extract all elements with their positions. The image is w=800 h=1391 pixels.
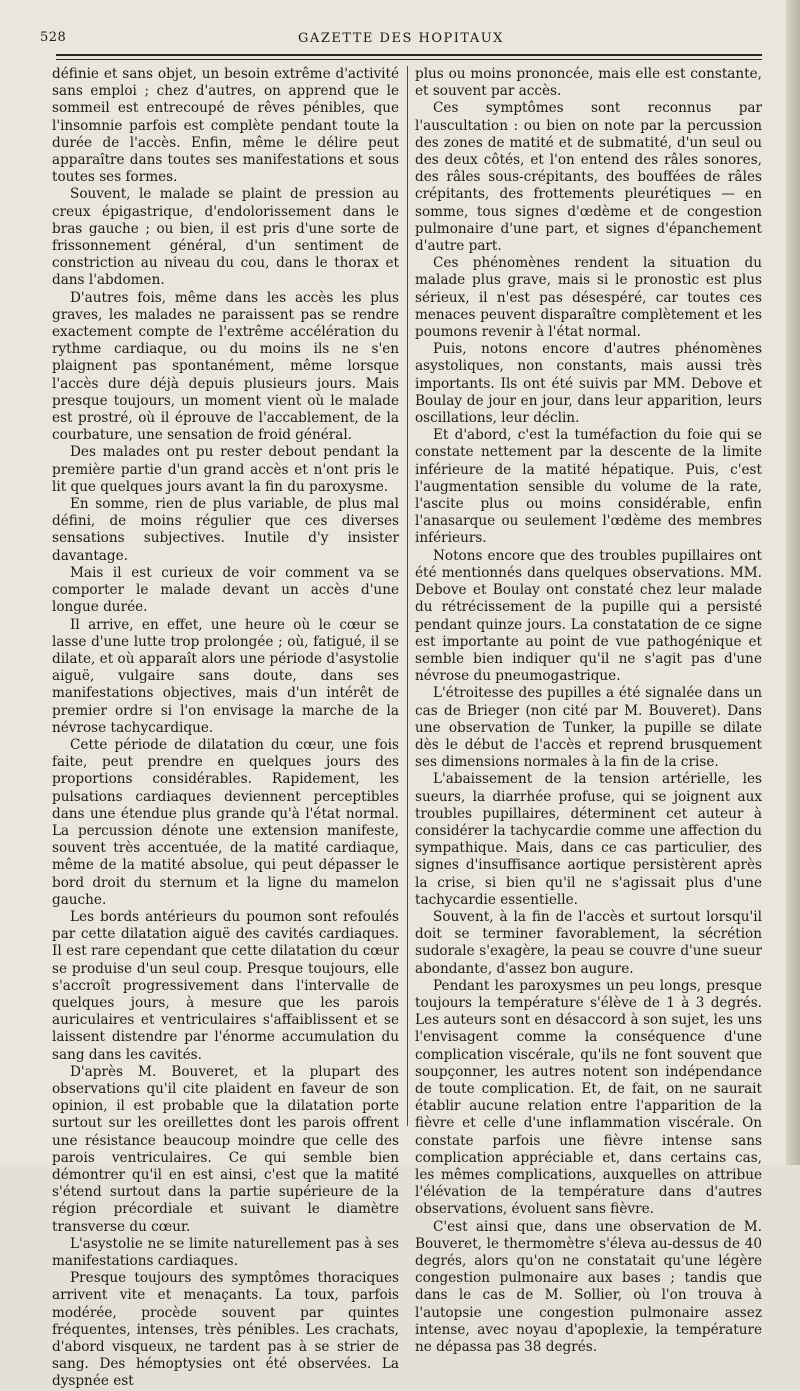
paragraph: Les bords antérieurs du poumon sont refoulés par cette dilatation aiguë des cavités cardiaques. Il est rare cependant que cette dilatation du cœur se produise d'un seul coup. Presque toujours, elle s'accroît progressivement dans l'intervalle de quelques jours, à mesure que les parois auriculaires et ventriculaires s'affaiblissent et se laissent distendre par l'énorme accumulation du sang dans les cavités. (52, 908, 399, 1063)
paragraph: En somme, rien de plus variable, de plus mal défini, de moins régulier que ces diverses sensations subjectives. Inutile d'y insister davantage. (52, 496, 399, 564)
paragraph: L'abaissement de la tension artérielle, les sueurs, la diarrhée profuse, qui se joignent aux troubles pupillaires, déterminent cet auteur à considérer la tachycardie comme une affection du sympathique. Mais, dans ce cas particulier, des signes d'insuffisance aortique persistèrent après la crise, si bien qu'il ne s'agissait plus d'une tachycardie essentielle. (415, 771, 762, 908)
column-divider (407, 66, 408, 1126)
paragraph: D'après M. Bouveret, et la plupart des observations qu'il cite plaident en faveur de son opinion, il est probable que la dilatation porte surtout sur les oreillettes dont les parois offrent une résistance beaucoup moindre que celle des parois ventriculaires. Ce qui semble bien démontrer qu'il en est ainsi, c'est que la matité s'étend surtout dans la partie supérieure de la région précordiale et suivant le diamètre transverse du cœur. (52, 1063, 399, 1235)
paragraph: L'étroitesse des pupilles a été signalée dans un cas de Brieger (non cité par M. Bouveret). Dans une observation de Tunker, la pupille se dilate dès le début de l'accès et reprend brusquement ses dimensions normales à la fin de la crise. (415, 685, 762, 771)
paragraph: Puis, notons encore d'autres phénomènes asystoliques, non constants, mais aussi très importants. Ils ont été suivis par MM. Debove et Boulay de jour en jour, dans leur apparition, leurs oscillations, leur déclin. (415, 341, 762, 427)
paragraph: Et d'abord, c'est la tuméfaction du foie qui se constate nettement par la descente de la limite inférieure de la matité hépatique. Puis, c'est l'augmentation sensible du volume de la rate, l'ascite plus ou moins considérable, enfin l'anasarque ou seulement l'œdème des membres inférieurs. (415, 427, 762, 547)
paragraph: Pendant les paroxysmes un peu longs, presque toujours la température s'élève de 1 à 3 degrés. Les auteurs sont en désaccord à son sujet, les uns l'envisagent comme la conséquence d'une complication viscérale, qu'ils ne font souvent que soupçonner, les autres notent son indépendance de toute complication. Et, de fait, on ne saurait établir aucune relation entre l'apparition de la fièvre et celle d'une inflammation viscérale. On constate parfois une fièvre intense sans complication appréciable et, dans certains cas, les mêmes complications, auxquelles on attribue l'élévation de la température dans d'autres observations, évoluent sans fièvre. (415, 977, 762, 1218)
page-edge-shadow (786, 0, 800, 1165)
paragraph: L'asystolie ne se limite naturellement pas à ses manifestations cardiaques. (52, 1235, 399, 1270)
header-rule-thick (56, 54, 762, 56)
paragraph: Ces phénomènes rendent la situation du malade plus grave, mais si le pronostic est plus sérieux, il n'est pas désespéré, car toutes ces menaces peuvent disparaître complètement et les poumons revenir à l'état normal. (415, 255, 762, 341)
paragraph: C'est ainsi que, dans une observation de M. Bouveret, le thermomètre s'éleva au-dessus de 40 degrés, alors qu'on ne constatait qu'une légère congestion pulmonaire aux bases ; tandis que dans le cas de M. Sollier, où l'on trouva à l'autopsie une congestion pulmonaire assez intense, avec noyau d'apoplexie, la température ne dépassa pas 38 degrés. (415, 1218, 762, 1356)
paragraph: Presque toujours des symptômes thoraciques arrivent vite et menaçants. La toux, parfois modérée, procède souvent par quintes fréquentes, intenses, très pénibles. Les crachats, d'abord visqueux, ne tardent pas à se strier de sang. Des hémoptysies ont été observées. La dyspnée est (52, 1270, 399, 1390)
paragraph: Souvent, le malade se plaint de pression au creux épigastrique, d'endolorissement dans le bras gauche ; ou bien, il est pris d'une sorte de frissonnement général, d'un sentiment de constriction au niveau du cou, dans le thorax et dans l'abdomen. (52, 186, 399, 289)
header-rule-thin (56, 59, 762, 60)
paragraph: Ces symptômes sont reconnus par l'auscultation : ou bien on note par la percussion des zones de matité et de submatité, d'un seul ou des deux côtés, et l'on entend des râles sonores, des râles sous-crépitants, des bouffées de râles crépitants, des frottements pleurétiques — en somme, tous signes d'œdème et de congestion pulmonaire d'une part, et signes d'épanchement d'autre part. (415, 100, 762, 255)
paragraph: D'autres fois, même dans les accès les plus graves, les malades ne paraissent pas se rendre exactement compte de l'extrême accélération du rythme cardiaque, ou du moins ils ne s'en plaignent pas spontanément, même lorsque l'accès dure déjà depuis plusieurs jours. Mais presque toujours, un moment vient où le malade est prostré, où il éprouve de l'accablement, de la courbature, une sensation de froid général. (52, 289, 399, 444)
paragraph: Notons encore que des troubles pupillaires ont été mentionnés dans quelques observations. MM. Debove et Boulay ont constaté chez leur malade du rétrécissement de la pupille qui a persisté pendant quinze jours. La constatation de ce signe est importante au point de vue pathogénique et semble bien indiquer qu'il ne s'agit pas d'une névrose du pneumogastrique. (415, 547, 762, 685)
paragraph: Il arrive, en effet, une heure où le cœur se lasse d'une lutte trop prolongée ; où, fatigué, il se dilate, et où apparaît alors une période d'asystolie aiguë, vulgaire sans doute, dans ses manifestations objectives, mais d'un intérêt de premier ordre si l'on envisage la marche de la névrose tachycardique. (52, 616, 399, 736)
page-header (40, 30, 762, 52)
left-column (52, 66, 399, 1390)
paragraph: Souvent, à la fin de l'accès et surtout lorsqu'il doit se terminer favorablement, la sécrétion sudorale s'exagère, la peau se couvre d'une sueur abondante, d'assez bon augure. (415, 908, 762, 977)
paragraph: plus ou moins prononcée, mais elle est constante, et souvent par accès. (415, 66, 762, 100)
paragraph: Mais il est curieux de voir comment va se comporter le malade devant un accès d'une longue durée. (52, 564, 399, 616)
paragraph: Cette période de dilatation du cœur, une fois faite, peut prendre en quelques jours des proportions considérables. Rapidement, les pulsations cardiaques deviennent perceptibles dans une étendue plus grande qu'à l'état normal. La percussion dénote une extension manifeste, souvent très accentuée, de la matité cardiaque, même de la matité absolue, qui peut dépasser le bord droit du sternum et la ligne du mamelon gauche. (52, 736, 399, 908)
page-number: 528 (40, 30, 67, 45)
paragraph: Des malades ont pu rester debout pendant la première partie d'un grand accès et n'ont pris le lit que quelques jours avant la fin du paroxysme. (52, 444, 399, 495)
right-column (415, 66, 762, 1356)
paragraph: définie et sans objet, un besoin extrême d'activité sans emploi ; chez d'autres, on apprend que le sommeil est entrecoupé de rêves pénibles, que l'insomnie parfois est complète pendant toute la durée de l'accès. Enfin, même le délire peut apparaître dans toutes ses manifestations et sous toutes ses formes. (52, 66, 399, 186)
journal-title: GAZETTE DES HOPITAUX (298, 31, 504, 46)
